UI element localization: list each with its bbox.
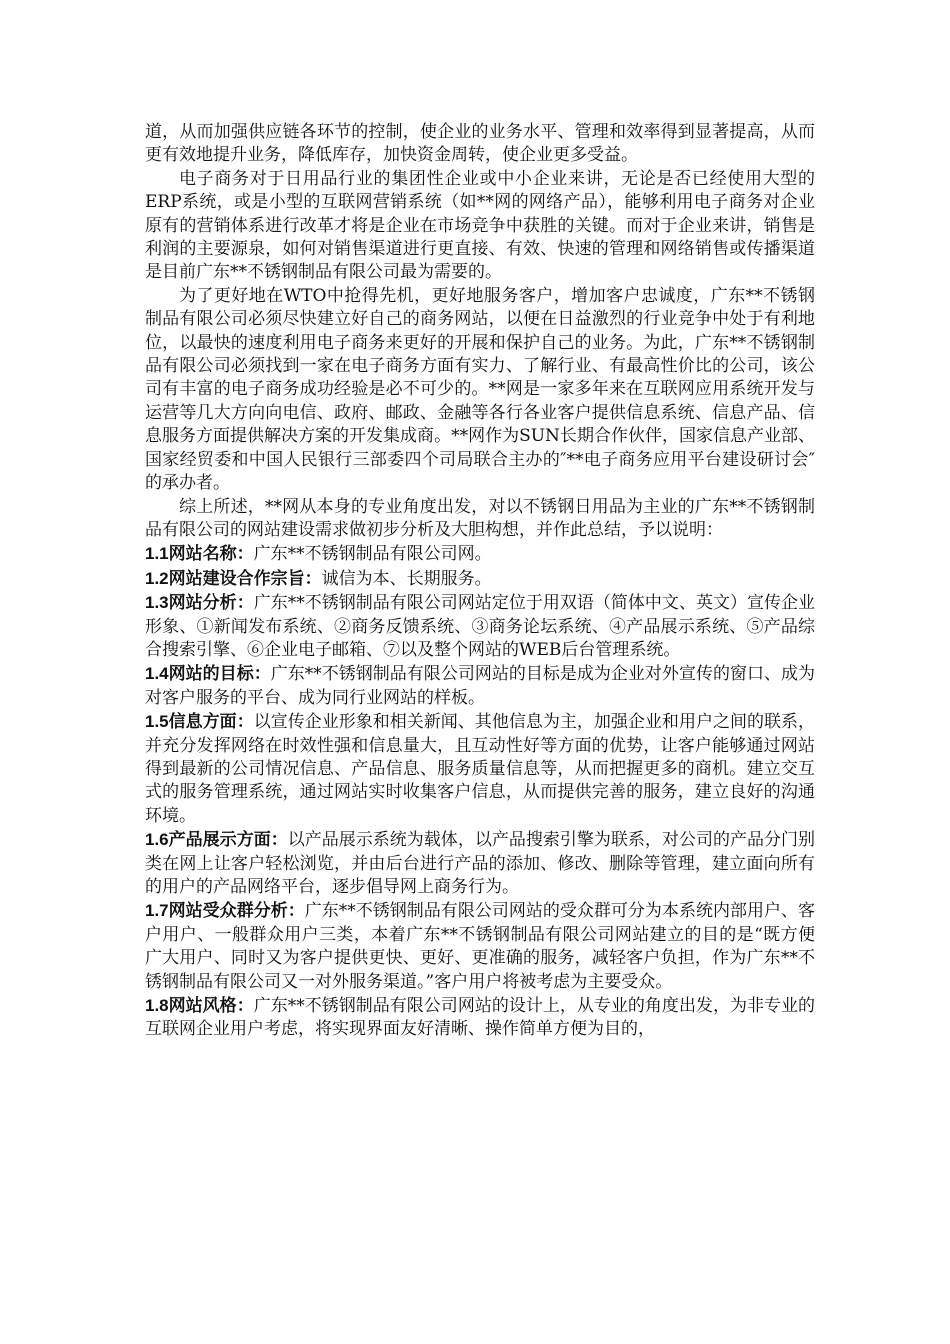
section-body: 广东**不锈钢制品有限公司网站的目标是成为企业对外宣传的窗口、成为对客户服务的平台、成为同行业网站的样板。 [145, 664, 816, 708]
section-number: 1.6 [145, 830, 169, 850]
paragraph-intro-continuation: 道，从而加强供应链各环节的控制，使企业的业务水平、管理和效率得到显著提高，从而更有效地提升业务，降低库存，加快资金周转，使企业更多受益。 [145, 122, 815, 166]
paragraph-wto: 为了更好地在WTO中抢得先机，更好地服务客户，增加客户忠诚度，广东**不锈钢制品有限公司必须尽快建立好自己的商务网站，以便在日益激烈的行业竞争中处于有利地位，以最快的速度利用电子商务来更好的开展和保护自己的业务。为此，广东**不锈钢制品有限公司必须找到一家在电子商务方面有实力、了解行业、有最高性价比的公司，该公司有丰富的电子商务成功经验是必不可少的。**网是一家多年来在互联网应用系统开发与运营等几大方向向电信、政府、邮政、金融等各行各业客户提供信息系统、信息产品、信息服务方面提供解决方案的开发集成商。**网作为SUN长期合作伙伴，国家信息产业部、国家经贸委和中国人民银行三部委四个司局联合主办的″**电子商务应用平台建设研讨会″的承办者。 [145, 285, 815, 494]
paragraph-ecommerce: 电子商务对于日用品行业的集团性企业或中小企业来讲，无论是否已经使用大型的ERP系统，或是小型的互联网营销系统（如**网的网络产品），能够利用电子商务对企业原有的营销体系进行改革才将是企业在市场竞争中获胜的关键。而对于企业来讲，销售是利润的主要源泉，如何对销售渠道进行更直接、有效、快速的管理和网络销售或传播渠道是目前广东**不锈钢制品有限公司最为需要的。 [145, 168, 815, 283]
section-number: 1.7 [145, 901, 169, 921]
document-page [145, 121, 815, 1042]
section-1-1 [145, 542, 815, 566]
section-body: 广东**不锈钢制品有限公司网。 [253, 544, 492, 565]
section-body: 诚信为本、长期服务。 [321, 568, 492, 589]
section-1-8 [145, 994, 815, 1042]
section-title: 网站分析： [168, 593, 254, 614]
section-number: 1.4 [145, 664, 169, 684]
section-title: 网站风格： [168, 996, 254, 1017]
section-title: 产品展示方面： [168, 830, 288, 851]
paragraph-summary: 综上所述，**网从本身的专业角度出发，对以不锈钢日用品为主业的广东**不锈钢制品有限公司的网站建设需求做初步分析及大胆构想，并作此总结，予以说明： [145, 496, 815, 540]
section-body: 广东**不锈钢制品有限公司网站定位于用双语（简体中文、英文）宣传企业形象、①新闻发布系统、②商务反馈系统、③商务论坛系统、④产品展示系统、⑤产品综合搜索引擎、⑥企业电子邮箱、⑦以及整个网站的WEB后台管理系统。 [145, 593, 816, 660]
section-1-3 [145, 591, 815, 662]
section-body: 广东**不锈钢制品有限公司网站的受众群可分为本系统内部用户、客户用户、一般群众用户三类，本着广东**不锈钢制品有限公司网站建立的目的是“既方便广大用户、同时又为客户提供更快、更好、更准确的服务，减轻客户负担，作为广东**不锈钢制品有限公司又一对外服务渠道。”客户用户将被考虑为主要受众。 [145, 901, 816, 992]
section-1-4 [145, 662, 815, 710]
section-1-6 [145, 828, 815, 899]
section-number: 1.5 [145, 712, 169, 732]
section-title: 网站名称： [168, 544, 254, 565]
section-body: 以宣传企业形象和相关新闻、其他信息为主，加强企业和用户之间的联系，并充分发挥网络在时效性强和信息量大，且互动性好等方面的优势，让客户能够通过网站得到最新的公司情况信息、产品信息、服务质量信息等，从而把握更多的商机。建立交互式的服务管理系统，通过网站实时收集客户信息，从而提供完善的服务，建立良好的沟通环境。 [145, 712, 816, 826]
section-title: 网站建设合作宗旨： [168, 568, 322, 589]
section-number: 1.3 [145, 593, 169, 613]
section-1-2 [145, 567, 815, 591]
section-1-5 [145, 710, 815, 828]
section-1-7 [145, 899, 815, 994]
section-title: 信息方面： [168, 712, 254, 733]
section-number: 1.1 [145, 544, 169, 564]
section-body: 以产品展示系统为载体，以产品搜索引擎为联系，对公司的产品分门别类在网上让客户轻松浏览，并由后台进行产品的添加、修改、删除等管理，建立面向所有的用户的产品网络平台，逐步倡导网上商务行为。 [145, 830, 816, 897]
section-title: 网站的目标： [168, 664, 271, 685]
section-body: 广东**不锈钢制品有限公司网站的设计上，从专业的角度出发，为非专业的互联网企业用户考虑，将实现界面友好清晰、操作简单方便为目的， [145, 996, 816, 1040]
section-title: 网站受众群分析： [168, 901, 305, 922]
section-number: 1.8 [145, 996, 169, 1016]
section-number: 1.2 [145, 568, 169, 588]
